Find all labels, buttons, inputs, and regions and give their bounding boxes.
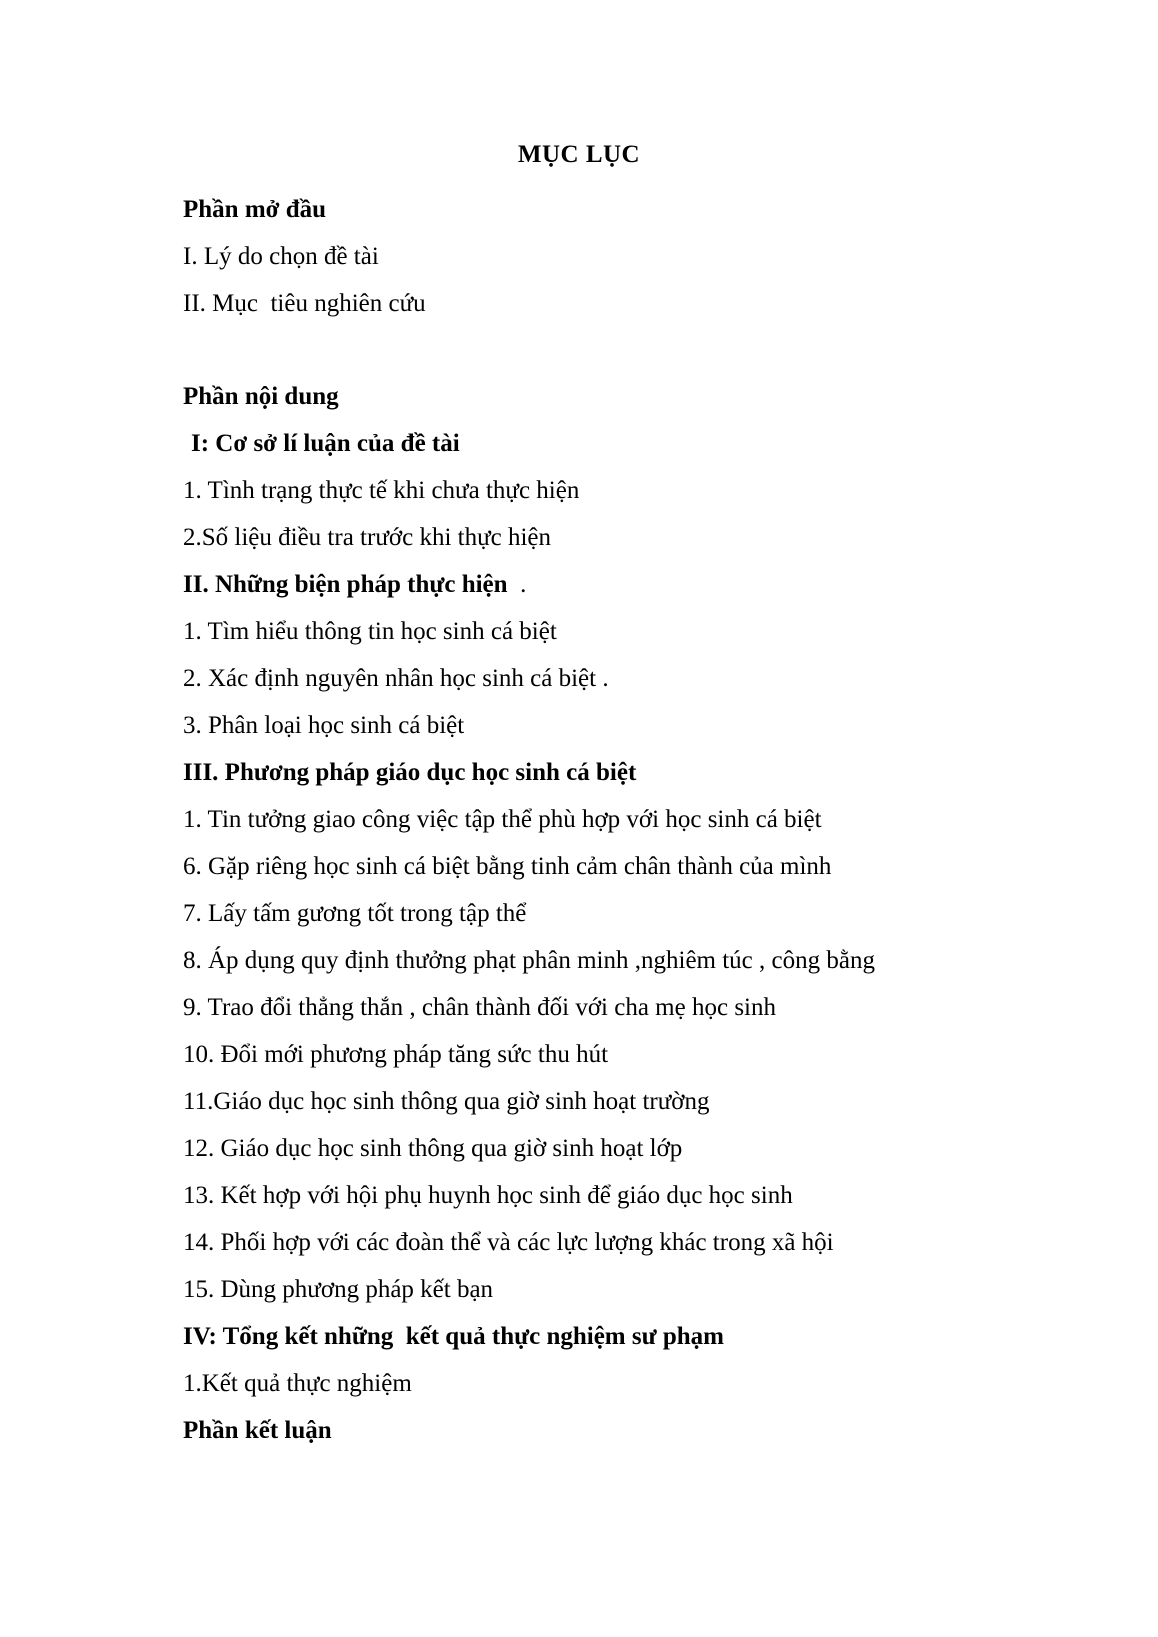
toc-item: 3. Phân loại học sinh cá biệt — [183, 712, 465, 739]
toc-item: II. Mục tiêu nghiên cứu — [183, 290, 426, 317]
toc-item: 6. Gặp riêng học sinh cá biệt bằng tinh cảm chân thành của mình — [183, 853, 832, 880]
toc-heading-part4: IV: Tổng kết những kết quả thực nghiệm sư phạm — [183, 1323, 724, 1350]
toc-item: 11.Giáo dục học sinh thông qua giờ sinh hoạt trường — [183, 1088, 710, 1115]
toc-heading-conclusion: Phần kết luận — [183, 1417, 332, 1444]
toc-heading-part3: III. Phương pháp giáo dục học sinh cá biệt — [183, 759, 637, 786]
toc-item: 10. Đổi mới phương pháp tăng sức thu hút — [183, 1041, 609, 1068]
toc-item: 15. Dùng phương pháp kết bạn — [183, 1276, 494, 1303]
spacer — [183, 327, 1083, 373]
toc-item: 7. Lấy tấm gương tốt trong tập thể — [183, 900, 527, 927]
toc-item: 14. Phối hợp với các đoàn thể và các lực lượng khác trong xã hội — [183, 1229, 834, 1256]
toc-item: I. Lý do chọn đề tài — [183, 243, 379, 270]
toc-heading-part2-row — [183, 561, 1083, 608]
toc-item: 1.Kết quả thực nghiệm — [183, 1370, 412, 1397]
toc-item: 12. Giáo dục học sinh thông qua giờ sinh hoạt lớp — [183, 1135, 683, 1162]
page-title: MỤC LỤC — [517, 141, 641, 168]
toc-item: 13. Kết hợp với hội phụ huynh học sinh để giáo dục học sinh — [183, 1182, 793, 1209]
toc-item: 1. Tình trạng thực tế khi chưa thực hiện — [183, 477, 580, 504]
toc-item: 8. Áp dụng quy định thưởng phạt phân minh ,nghiêm túc , công bằng — [183, 947, 875, 974]
toc-item: 1. Tìm hiểu thông tin học sinh cá biệt — [183, 618, 557, 645]
toc-heading-intro: Phần mở đầu — [183, 196, 327, 223]
toc-item: 1. Tin tưởng giao công việc tập thể phù hợp với học sinh cá biệt — [183, 806, 822, 833]
toc-item: 9. Trao đổi thẳng thắn , chân thành đối với cha mẹ học sinh — [183, 994, 776, 1021]
toc-item: 2. Xác định nguyên nhân học sinh cá biệt . — [183, 665, 609, 692]
toc-heading-content: Phần nội dung — [183, 383, 339, 410]
toc-heading-part2-suffix: . — [507, 571, 527, 598]
toc-item: 2.Số liệu điều tra trước khi thực hiện — [183, 524, 552, 551]
toc-heading-part2: II. Những biện pháp thực hiện — [183, 571, 508, 598]
table-of-contents — [183, 186, 1083, 1454]
toc-heading-part1: I: Cơ sở lí luận của đề tài — [191, 430, 460, 457]
